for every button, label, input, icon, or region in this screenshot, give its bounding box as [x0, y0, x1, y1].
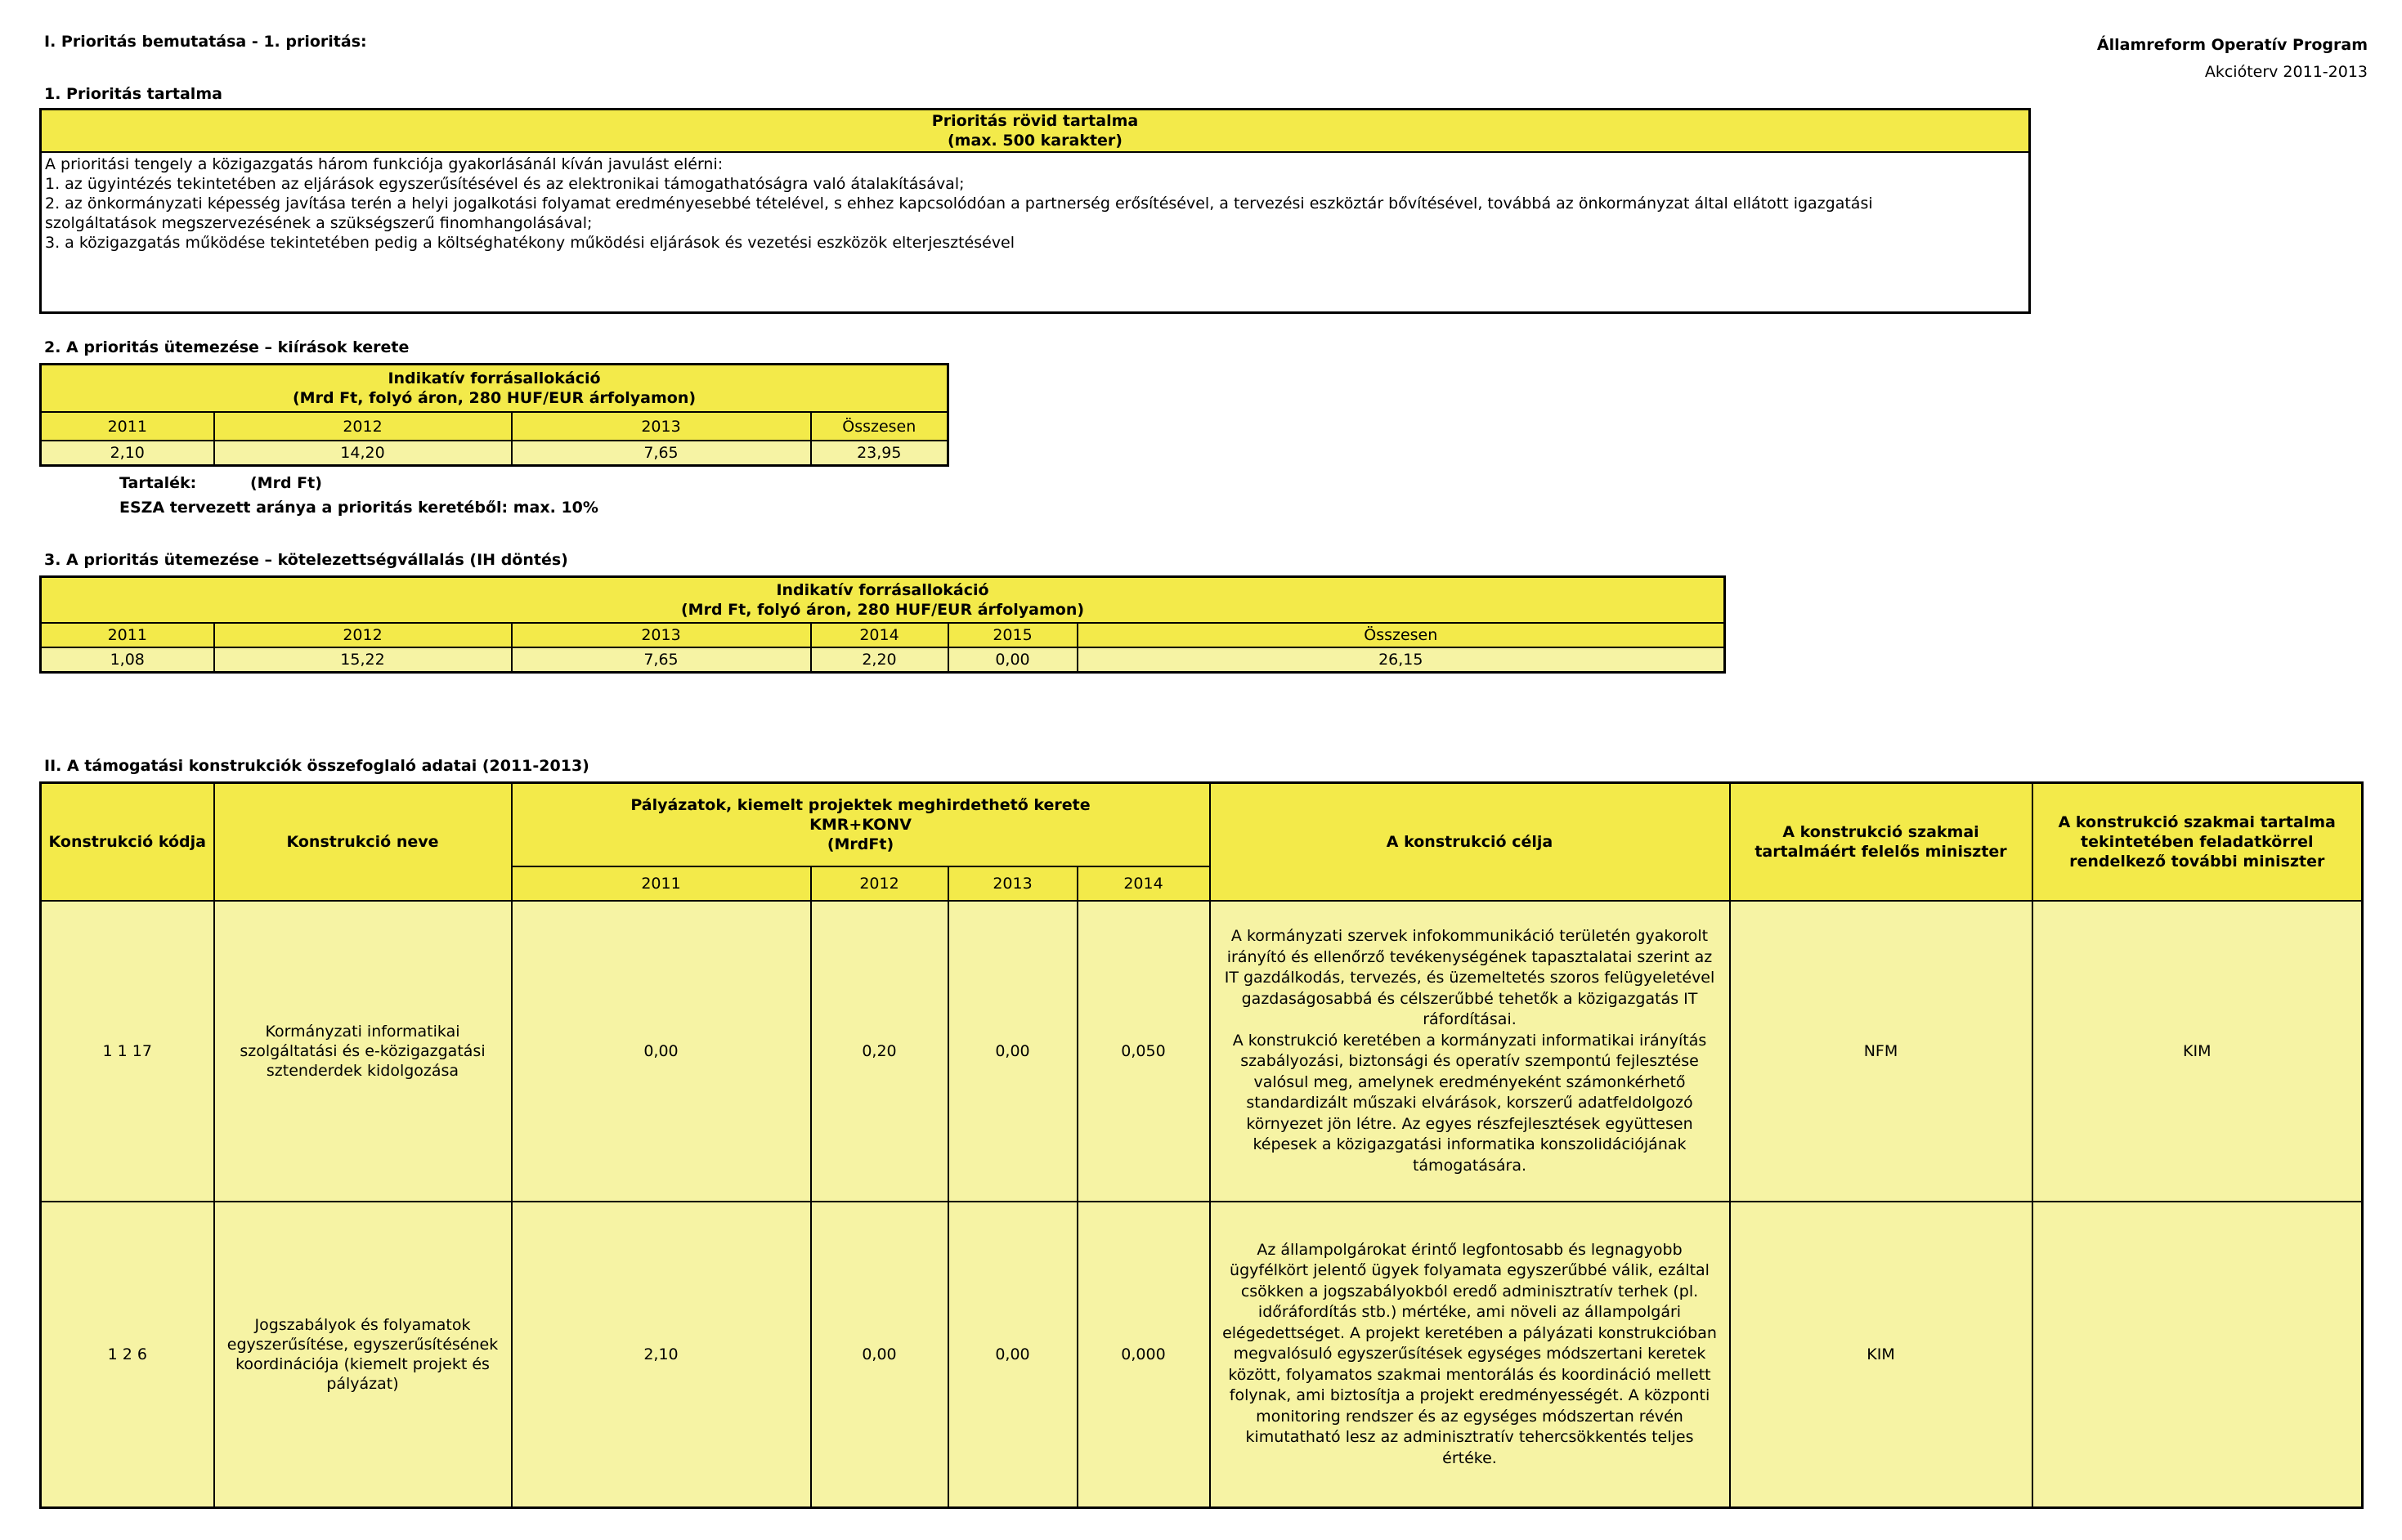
value-cell: 2,20: [811, 647, 948, 673]
call-frame-header-line1: Indikatív forrásallokáció: [388, 369, 601, 387]
total-value-cell: 26,15: [1078, 647, 1725, 673]
construction-summary-table: [39, 781, 2364, 1509]
name-line: koordinációja (kiemelt projekt és: [235, 1355, 490, 1373]
frame-year-cell: 2011: [512, 866, 811, 901]
value-cell: 1,08: [41, 647, 214, 673]
value-cell: 14,20: [214, 441, 512, 466]
commitment-header-line2: (Mrd Ft, folyó áron, 280 HUF/EUR árfolyamon): [681, 601, 1085, 619]
year-cell: 2013: [512, 412, 811, 441]
col-header-frame: [512, 783, 1210, 867]
content-line: 2. az önkormányzati képesség javítása terén a helyi jogalkotási folyamat eredményesebbé tételével, s ehhez kapcsolódóan a partnerség erősítésével, a tervezési eszköztár bővítésével, továbbá az önkormányzat által ellátott igazgatási: [45, 195, 1873, 213]
frame-header-line1: Pályázatok, kiemelt projektek meghirdethető kerete: [630, 796, 1091, 814]
goal-line: ügyfélkört jelentő ügyek folyamata egyszerűbbé válik, ezáltal: [1230, 1261, 1710, 1280]
goal-line: környezet jön létre. Az egyes részfejlesztések együttesen: [1246, 1114, 1693, 1133]
plan-title: Akcióterv 2011-2013: [2204, 63, 2368, 81]
goal-line: megvalósuló egyszerűsítések egységes módszertani keretek: [1233, 1345, 1706, 1363]
s2-title: 2. A prioritás ütemezése – kiírások kerete: [44, 338, 410, 356]
col-header-other-minister: [2032, 783, 2363, 902]
priority-content-body: [41, 152, 2030, 313]
goal-line: támogatására.: [1412, 1156, 1527, 1175]
name-line: pályázat): [326, 1375, 399, 1393]
content-line: 3. a közigazgatás működése tekintetében pedig a költséghatékony működési eljárások és vezetési eszközök elterjesztésével: [45, 234, 1015, 252]
value-cell: 15,22: [214, 647, 512, 673]
goal-cell: [1210, 901, 1730, 1202]
goal-line: A kormányzati szervek infokommunikáció területén gyakorolt: [1230, 927, 1709, 945]
minister-cell: NFM: [1730, 901, 2032, 1202]
goal-line: valósul meg, amelynek eredményeként számonkérhető: [1253, 1072, 1686, 1091]
name-line: egyszerűsítése, egyszerűsítésének: [226, 1336, 499, 1354]
commitment-header: [41, 577, 1725, 624]
esza-note: ESZA tervezett aránya a prioritás keretéből: max. 10%: [119, 499, 598, 517]
table-row: [41, 901, 2363, 1202]
reserve-label: Tartalék:: [119, 474, 197, 492]
value-2013-cell: 0,00: [948, 1202, 1078, 1508]
frame-year-cell: 2012: [811, 866, 948, 901]
priority-content-header-line1: Prioritás rövid tartalma: [931, 112, 1139, 130]
frame-header-line3: (MrdFt): [827, 835, 894, 853]
reserve-unit: (Mrd Ft): [250, 474, 322, 492]
minister-header-line2: tartalmáért felelős miniszter: [1754, 843, 2007, 861]
goal-line: között, folyamatos szakmai mentorálás és koordináció mellett: [1228, 1365, 1711, 1384]
code-cell: 1 1 17: [41, 901, 214, 1202]
program-title: Államreform Operatív Program: [2096, 36, 2368, 54]
value-2011-cell: 2,10: [512, 1202, 811, 1508]
name-line: sztenderdek kidolgozása: [266, 1062, 459, 1080]
goal-line: elégedettséget. A projekt keretében a pályázati konstrukcióban: [1222, 1323, 1717, 1342]
value-2011-cell: 0,00: [512, 901, 811, 1202]
goal-line: A konstrukció keretében a kormányzati informatikai irányítás: [1232, 1031, 1707, 1050]
call-frame-header-line2: (Mrd Ft, folyó áron, 280 HUF/EUR árfolyamon): [293, 389, 697, 407]
value-cell: 0,00: [948, 647, 1078, 673]
value-cell: 7,65: [512, 647, 811, 673]
table-row: [41, 1202, 2363, 1508]
commitment-table: [39, 575, 1726, 674]
other-header-line1: A konstrukció szakmai tartalma: [2058, 813, 2336, 831]
other-minister-cell: [2032, 1202, 2363, 1508]
frame-year-cell: 2013: [948, 866, 1078, 901]
section-title: I. Prioritás bemutatása - 1. prioritás:: [44, 33, 367, 51]
col-header-name: Konstrukció neve: [214, 783, 512, 902]
year-cell: 2013: [512, 623, 811, 647]
name-cell: [214, 1202, 512, 1508]
other-header-line3: rendelkező további miniszter: [2069, 853, 2325, 871]
minister-header-line1: A konstrukció szakmai: [1782, 823, 1979, 841]
value-cell: 7,65: [512, 441, 811, 466]
frame-header-line2: KMR+KONV: [809, 816, 912, 834]
goal-line: standardizált műszaki elvárások, korszerű adatfeldolgozó: [1246, 1094, 1693, 1112]
total-label-cell: Összesen: [811, 412, 948, 441]
goal-line: irányító és ellenőrző tevékenységének tapasztalatai szerint az: [1226, 947, 1713, 966]
total-value-cell: 23,95: [811, 441, 948, 466]
goal-line: Az állampolgárokat érintő legfontosabb és legnagyobb: [1257, 1240, 1683, 1259]
value-2013-cell: 0,00: [948, 901, 1078, 1202]
other-minister-cell: KIM: [2032, 901, 2363, 1202]
other-header-line2: tekintetében feladatkörrel: [2080, 833, 2314, 851]
col-header-code: Konstrukció kódja: [41, 783, 214, 902]
commitment-header-line1: Indikatív forrásallokáció: [776, 581, 989, 599]
value-2012-cell: 0,00: [811, 1202, 948, 1508]
goal-line: kimutatható lesz az adminisztratív tehercsökkentés teljes: [1245, 1428, 1694, 1447]
col-header-minister: [1730, 783, 2032, 902]
name-line: szolgáltatási és e-közigazgatási: [240, 1042, 486, 1060]
s3-title: 3. A prioritás ütemezése – kötelezettségvállalás (IH döntés): [44, 551, 568, 569]
call-frame-table: [39, 363, 949, 467]
col-header-goal: A konstrukció célja: [1210, 783, 1730, 902]
minister-cell: KIM: [1730, 1202, 2032, 1508]
total-label-cell: Összesen: [1078, 623, 1725, 647]
goal-line: csökken a jogszabályokból eredő adminisztratív terhek (pl.: [1240, 1282, 1699, 1300]
value-2014-cell: 0,050: [1078, 901, 1210, 1202]
goal-cell: [1210, 1202, 1730, 1508]
year-cell: 2015: [948, 623, 1078, 647]
call-frame-header: [41, 365, 948, 413]
goal-line: ráfordításai.: [1423, 1010, 1517, 1028]
year-cell: 2011: [41, 412, 214, 441]
value-cell: 2,10: [41, 441, 214, 466]
s4-title: II. A támogatási konstrukciók összefoglaló adatai (2011-2013): [44, 757, 589, 775]
content-line: szolgáltatások megszervezésének a szükségszerű finomhangolásával;: [45, 214, 593, 232]
goal-line: időráfordítás stb.) mértéke, ami növeli az állampolgári: [1257, 1303, 1682, 1322]
s1-title: 1. Prioritás tartalma: [44, 85, 222, 103]
content-line: 1. az ügyintézés tekintetében az eljárások egyszerűsítésével és az elektronikai támogathatóságra való átalakításával;: [45, 175, 965, 193]
value-2014-cell: 0,000: [1078, 1202, 1210, 1508]
value-2012-cell: 0,20: [811, 901, 948, 1202]
name-line: Kormányzati informatikai: [265, 1023, 460, 1041]
goal-line: szabályozási, biztonsági és operatív szempontú fejlesztése: [1240, 1052, 1699, 1070]
content-line: A prioritási tengely a közigazgatás három funkciója gyakorlásánál kíván javulást elérni:: [45, 155, 724, 173]
goal-line: monitoring rendszer és az egységes módszertan révén: [1256, 1407, 1683, 1426]
year-cell: 2011: [41, 623, 214, 647]
goal-line: IT gazdálkodás, tervezés, és üzemeltetés szoros felügyeletével: [1224, 969, 1715, 987]
priority-content-header-line2: (max. 500 karakter): [948, 132, 1123, 150]
year-cell: 2012: [214, 412, 512, 441]
name-line: Jogszabályok és folyamatok: [254, 1316, 471, 1334]
year-cell: 2014: [811, 623, 948, 647]
goal-line: folynak, ami biztosítja a projekt eredményességét. A központi: [1229, 1386, 1710, 1405]
priority-content-header: [41, 110, 2030, 153]
priority-content-table: [39, 108, 2031, 314]
goal-line: értéke.: [1442, 1448, 1497, 1467]
name-cell: [214, 901, 512, 1202]
year-cell: 2012: [214, 623, 512, 647]
frame-year-cell: 2014: [1078, 866, 1210, 901]
goal-line: gazdaságosabbá és célszerűbbé tehetők a közigazgatás IT: [1241, 989, 1698, 1008]
goal-line: képesek a közigazgatási informatika konszolidációjának: [1253, 1135, 1687, 1153]
code-cell: 1 2 6: [41, 1202, 214, 1508]
